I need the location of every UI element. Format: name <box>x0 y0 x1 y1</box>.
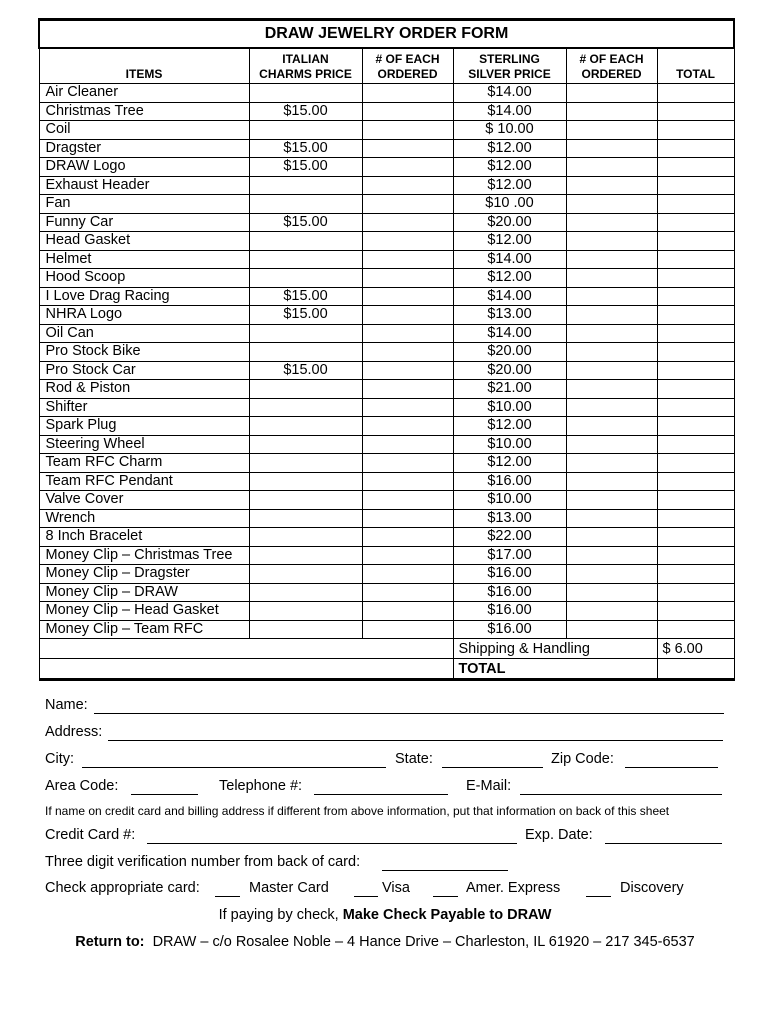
row-total-cell[interactable] <box>657 417 734 436</box>
sterling-price: $21.00 <box>453 380 566 399</box>
return-to-line <box>0 934 770 950</box>
italian-price: $15.00 <box>249 158 362 177</box>
row-total-cell[interactable] <box>657 361 734 380</box>
italian-price <box>249 417 362 436</box>
table-row <box>39 343 734 362</box>
table-row <box>39 269 734 288</box>
item-name: Coil <box>39 121 249 140</box>
exp-date-label: Exp. Date: <box>525 827 593 843</box>
italian-qty-cell[interactable] <box>362 620 453 639</box>
sterling-price: $13.00 <box>453 306 566 325</box>
shipping-value: $ 6.00 <box>657 639 734 659</box>
table-row <box>39 324 734 343</box>
sterling-qty-cell[interactable] <box>566 546 657 565</box>
item-name: Wrench <box>39 509 249 528</box>
shipping-label: Shipping & Handling <box>453 639 657 659</box>
italian-qty-cell[interactable] <box>362 491 453 510</box>
item-name: Pro Stock Bike <box>39 343 249 362</box>
sterling-qty-cell[interactable] <box>566 158 657 177</box>
sterling-price: $14.00 <box>453 324 566 343</box>
amex-label: Amer. Express <box>466 880 561 896</box>
table-row <box>39 84 734 103</box>
sterling-price: $16.00 <box>453 620 566 639</box>
item-name: Air Cleaner <box>39 84 249 103</box>
sterling-qty-cell[interactable] <box>566 472 657 491</box>
sterling-qty-cell[interactable] <box>566 121 657 140</box>
italian-price: $15.00 <box>249 306 362 325</box>
table-row <box>39 454 734 473</box>
table-row <box>39 620 734 639</box>
row-total-cell[interactable] <box>657 472 734 491</box>
item-name: Steering Wheel <box>39 435 249 454</box>
item-name: I Love Drag Racing <box>39 287 249 306</box>
email-field[interactable] <box>520 780 722 795</box>
row-total-cell[interactable] <box>657 435 734 454</box>
order-table <box>38 18 735 681</box>
sterling-qty-cell[interactable] <box>566 509 657 528</box>
sterling-price: $ 10.00 <box>453 121 566 140</box>
item-name: Shifter <box>39 398 249 417</box>
item-name: Money Clip – Head Gasket <box>39 602 249 621</box>
row-total-cell[interactable] <box>657 213 734 232</box>
italian-qty-cell[interactable] <box>362 121 453 140</box>
item-name: Team RFC Pendant <box>39 472 249 491</box>
item-name: Funny Car <box>39 213 249 232</box>
sterling-qty-cell[interactable] <box>566 176 657 195</box>
item-name: Exhaust Header <box>39 176 249 195</box>
italian-qty-cell[interactable] <box>362 417 453 436</box>
verification-field[interactable] <box>382 856 508 871</box>
header-sterling-ordered: # OF EACH ORDERED <box>566 48 657 84</box>
sterling-qty-cell[interactable] <box>566 232 657 251</box>
sterling-price: $12.00 <box>453 232 566 251</box>
city-label: City: <box>45 751 74 767</box>
italian-price <box>249 546 362 565</box>
italian-qty-cell[interactable] <box>362 250 453 269</box>
item-name: Helmet <box>39 250 249 269</box>
item-name: DRAW Logo <box>39 158 249 177</box>
table-row <box>39 102 734 121</box>
item-name: Money Clip – DRAW <box>39 583 249 602</box>
italian-qty-cell[interactable] <box>362 546 453 565</box>
table-row <box>39 491 734 510</box>
sterling-price: $12.00 <box>453 454 566 473</box>
italian-price <box>249 602 362 621</box>
sterling-price: $16.00 <box>453 602 566 621</box>
visa-label: Visa <box>382 880 410 896</box>
header-items: ITEMS <box>39 48 249 84</box>
sterling-price: $14.00 <box>453 250 566 269</box>
table-row <box>39 250 734 269</box>
row-total-cell[interactable] <box>657 528 734 547</box>
sterling-price: $17.00 <box>453 546 566 565</box>
row-total-cell[interactable] <box>657 250 734 269</box>
amex-check[interactable] <box>433 882 458 897</box>
italian-qty-cell[interactable] <box>362 84 453 103</box>
sterling-price: $10.00 <box>453 491 566 510</box>
table-row <box>39 232 734 251</box>
italian-price <box>249 491 362 510</box>
sterling-price: $14.00 <box>453 287 566 306</box>
state-field[interactable] <box>442 753 543 768</box>
table-row <box>39 565 734 584</box>
item-name: NHRA Logo <box>39 306 249 325</box>
sterling-price: $20.00 <box>453 213 566 232</box>
table-row <box>39 398 734 417</box>
item-name: Money Clip – Christmas Tree <box>39 546 249 565</box>
return-to-address: DRAW – c/o Rosalee Noble – 4 Hance Drive – Charleston, IL 61920 – 217 345-6537 <box>152 934 695 950</box>
row-total-cell[interactable] <box>657 287 734 306</box>
sterling-qty-cell[interactable] <box>566 102 657 121</box>
sterling-qty-cell[interactable] <box>566 250 657 269</box>
item-name: Rod & Piston <box>39 380 249 399</box>
italian-qty-cell[interactable] <box>362 472 453 491</box>
italian-qty-cell[interactable] <box>362 398 453 417</box>
row-total-cell[interactable] <box>657 343 734 362</box>
item-name: Christmas Tree <box>39 102 249 121</box>
sterling-price: $12.00 <box>453 417 566 436</box>
row-total-cell[interactable] <box>657 232 734 251</box>
name-label: Name: <box>45 697 88 713</box>
sterling-qty-cell[interactable] <box>566 306 657 325</box>
sterling-qty-cell[interactable] <box>566 380 657 399</box>
row-total-cell[interactable] <box>657 491 734 510</box>
master-card-label: Master Card <box>249 880 329 896</box>
italian-price <box>249 583 362 602</box>
row-total-cell[interactable] <box>657 620 734 639</box>
item-name: Dragster <box>39 139 249 158</box>
address-label: Address: <box>45 724 103 740</box>
table-row <box>39 417 734 436</box>
grand-total-cell[interactable] <box>657 659 734 680</box>
table-row <box>39 158 734 177</box>
sterling-price: $22.00 <box>453 528 566 547</box>
italian-qty-cell[interactable] <box>362 565 453 584</box>
row-total-cell[interactable] <box>657 454 734 473</box>
sterling-qty-cell[interactable] <box>566 213 657 232</box>
table-row <box>39 583 734 602</box>
sterling-qty-cell[interactable] <box>566 602 657 621</box>
total-label: TOTAL <box>453 659 657 680</box>
credit-card-field[interactable] <box>147 829 517 844</box>
billing-note: If name on credit card and billing address if different from above information, put that information on back of this sheet <box>45 804 670 818</box>
sterling-price: $20.00 <box>453 361 566 380</box>
italian-price <box>249 324 362 343</box>
italian-qty-cell[interactable] <box>362 324 453 343</box>
sterling-qty-cell[interactable] <box>566 324 657 343</box>
italian-qty-cell[interactable] <box>362 158 453 177</box>
zip-field[interactable] <box>625 753 718 768</box>
return-to-label: Return to: <box>75 934 145 950</box>
verification-label: Three digit verification number from back of card: <box>45 854 361 870</box>
italian-price <box>249 398 362 417</box>
table-row <box>39 287 734 306</box>
sterling-price: $10.00 <box>453 398 566 417</box>
header-italian-charms-price: ITALIAN CHARMS PRICE <box>249 48 362 84</box>
discover-check[interactable] <box>586 882 611 897</box>
italian-price <box>249 509 362 528</box>
italian-qty-cell[interactable] <box>362 361 453 380</box>
italian-price <box>249 84 362 103</box>
sterling-qty-cell[interactable] <box>566 528 657 547</box>
sterling-qty-cell[interactable] <box>566 620 657 639</box>
italian-price: $15.00 <box>249 139 362 158</box>
italian-price <box>249 121 362 140</box>
sterling-qty-cell[interactable] <box>566 343 657 362</box>
italian-qty-cell[interactable] <box>362 435 453 454</box>
area-code-label: Area Code: <box>45 778 119 794</box>
row-total-cell[interactable] <box>657 565 734 584</box>
item-name: Oil Can <box>39 324 249 343</box>
row-total-cell[interactable] <box>657 509 734 528</box>
row-total-cell[interactable] <box>657 139 734 158</box>
sterling-price: $14.00 <box>453 102 566 121</box>
table-row <box>39 472 734 491</box>
table-row <box>39 306 734 325</box>
row-total-cell[interactable] <box>657 269 734 288</box>
row-total-cell[interactable] <box>657 121 734 140</box>
sterling-qty-cell[interactable] <box>566 583 657 602</box>
row-total-cell[interactable] <box>657 324 734 343</box>
italian-price <box>249 528 362 547</box>
city-field[interactable] <box>82 753 386 768</box>
sterling-price: $16.00 <box>453 583 566 602</box>
table-row <box>39 546 734 565</box>
italian-qty-cell[interactable] <box>362 306 453 325</box>
italian-price <box>249 195 362 214</box>
exp-date-field[interactable] <box>605 829 722 844</box>
check-payable-prefix: If paying by check, <box>218 907 343 923</box>
italian-price <box>249 250 362 269</box>
sterling-price: $16.00 <box>453 565 566 584</box>
telephone-field[interactable] <box>314 780 448 795</box>
row-total-cell[interactable] <box>657 84 734 103</box>
table-row <box>39 121 734 140</box>
item-name: Head Gasket <box>39 232 249 251</box>
row-total-cell[interactable] <box>657 306 734 325</box>
header-italian-ordered: # OF EACH ORDERED <box>362 48 453 84</box>
sterling-qty-cell[interactable] <box>566 417 657 436</box>
italian-price: $15.00 <box>249 287 362 306</box>
item-name: Spark Plug <box>39 417 249 436</box>
sterling-qty-cell[interactable] <box>566 398 657 417</box>
sterling-qty-cell[interactable] <box>566 454 657 473</box>
item-name: Money Clip – Team RFC <box>39 620 249 639</box>
table-row <box>39 176 734 195</box>
sterling-qty-cell[interactable] <box>566 565 657 584</box>
item-name: Money Clip – Dragster <box>39 565 249 584</box>
sterling-qty-cell[interactable] <box>566 361 657 380</box>
italian-price <box>249 269 362 288</box>
italian-qty-cell[interactable] <box>362 269 453 288</box>
check-payable-line <box>0 907 770 923</box>
sterling-qty-cell[interactable] <box>566 195 657 214</box>
header-sterling-silver-price: STERLING SILVER PRICE <box>453 48 566 84</box>
sterling-qty-cell[interactable] <box>566 491 657 510</box>
sterling-qty-cell[interactable] <box>566 287 657 306</box>
italian-price <box>249 380 362 399</box>
sterling-price: $16.00 <box>453 472 566 491</box>
item-name: Fan <box>39 195 249 214</box>
table-row <box>39 213 734 232</box>
italian-price <box>249 620 362 639</box>
sterling-price: $10 .00 <box>453 195 566 214</box>
state-label: State: <box>395 751 433 767</box>
item-name: 8 Inch Bracelet <box>39 528 249 547</box>
form-title: DRAW JEWELRY ORDER FORM <box>39 20 734 49</box>
italian-qty-cell[interactable] <box>362 583 453 602</box>
credit-card-label: Credit Card #: <box>45 827 136 843</box>
italian-qty-cell[interactable] <box>362 102 453 121</box>
discover-label: Discovery <box>620 880 684 896</box>
master-card-check[interactable] <box>215 882 240 897</box>
item-name: Valve Cover <box>39 491 249 510</box>
italian-qty-cell[interactable] <box>362 232 453 251</box>
italian-qty-cell[interactable] <box>362 176 453 195</box>
header-total: TOTAL <box>657 48 734 84</box>
italian-qty-cell[interactable] <box>362 287 453 306</box>
row-total-cell[interactable] <box>657 195 734 214</box>
item-name: Hood Scoop <box>39 269 249 288</box>
italian-qty-cell[interactable] <box>362 380 453 399</box>
row-total-cell[interactable] <box>657 583 734 602</box>
italian-qty-cell[interactable] <box>362 454 453 473</box>
sterling-price: $12.00 <box>453 176 566 195</box>
italian-price: $15.00 <box>249 361 362 380</box>
italian-price <box>249 343 362 362</box>
row-total-cell[interactable] <box>657 158 734 177</box>
table-row <box>39 361 734 380</box>
italian-qty-cell[interactable] <box>362 139 453 158</box>
email-label: E-Mail: <box>466 778 512 794</box>
table-row <box>39 435 734 454</box>
sterling-price: $12.00 <box>453 139 566 158</box>
table-row <box>39 528 734 547</box>
row-total-cell[interactable] <box>657 380 734 399</box>
sterling-price: $10.00 <box>453 435 566 454</box>
sterling-qty-cell[interactable] <box>566 139 657 158</box>
area-code-field[interactable] <box>131 780 198 795</box>
italian-price <box>249 565 362 584</box>
address-field[interactable] <box>108 726 723 741</box>
check-card-label: Check appropriate card: <box>45 880 200 896</box>
sterling-qty-cell[interactable] <box>566 269 657 288</box>
italian-qty-cell[interactable] <box>362 195 453 214</box>
zip-label: Zip Code: <box>551 751 614 767</box>
check-payable-bold: Make Check Payable to DRAW <box>342 907 552 923</box>
italian-qty-cell[interactable] <box>362 602 453 621</box>
table-row <box>39 195 734 214</box>
italian-price <box>249 176 362 195</box>
visa-check[interactable] <box>354 882 378 897</box>
row-total-cell[interactable] <box>657 102 734 121</box>
italian-qty-cell[interactable] <box>362 528 453 547</box>
italian-price: $15.00 <box>249 102 362 121</box>
italian-price <box>249 454 362 473</box>
sterling-price: $12.00 <box>453 158 566 177</box>
sterling-price: $12.00 <box>453 269 566 288</box>
sterling-qty-cell[interactable] <box>566 435 657 454</box>
row-total-cell[interactable] <box>657 602 734 621</box>
item-name: Team RFC Charm <box>39 454 249 473</box>
table-row <box>39 380 734 399</box>
sterling-qty-cell[interactable] <box>566 84 657 103</box>
row-total-cell[interactable] <box>657 546 734 565</box>
sterling-price: $13.00 <box>453 509 566 528</box>
italian-qty-cell[interactable] <box>362 509 453 528</box>
italian-price <box>249 435 362 454</box>
item-name: Pro Stock Car <box>39 361 249 380</box>
sterling-price: $14.00 <box>453 84 566 103</box>
italian-price <box>249 472 362 491</box>
table-row <box>39 602 734 621</box>
row-total-cell[interactable] <box>657 398 734 417</box>
table-row <box>39 139 734 158</box>
name-field[interactable] <box>94 699 724 714</box>
italian-qty-cell[interactable] <box>362 343 453 362</box>
table-row <box>39 509 734 528</box>
telephone-label: Telephone #: <box>219 778 303 794</box>
italian-price <box>249 232 362 251</box>
italian-qty-cell[interactable] <box>362 213 453 232</box>
italian-price: $15.00 <box>249 213 362 232</box>
sterling-price: $20.00 <box>453 343 566 362</box>
row-total-cell[interactable] <box>657 176 734 195</box>
